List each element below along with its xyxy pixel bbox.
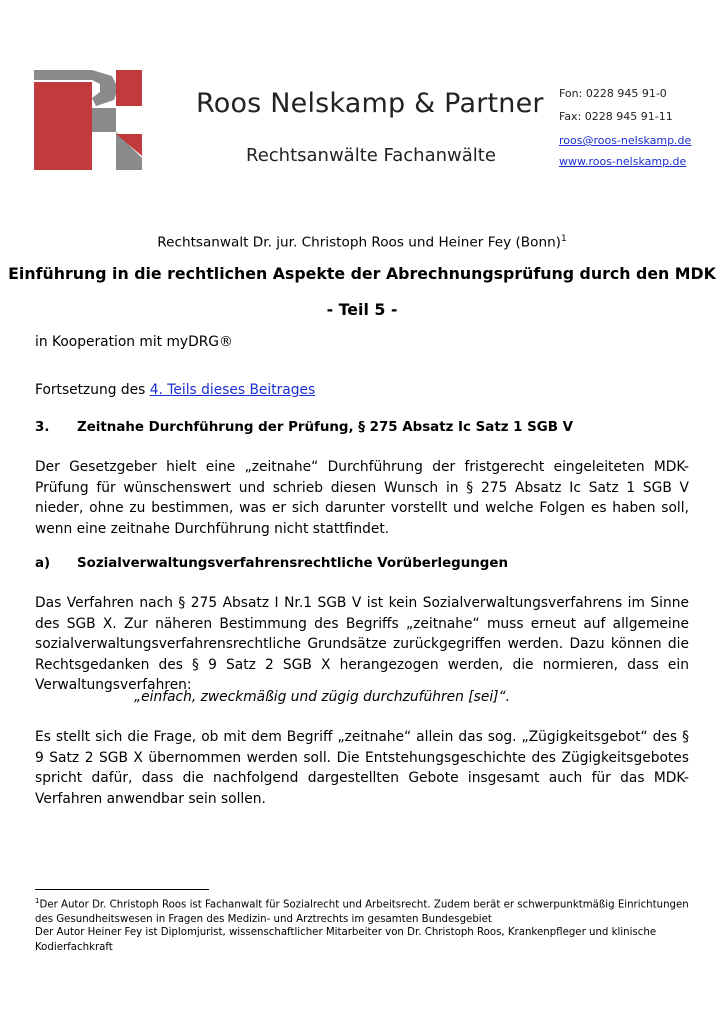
footnote-1 <box>35 894 689 927</box>
section-3-heading <box>35 420 573 435</box>
article-authors <box>0 234 724 251</box>
paragraph: Das Verfahren nach § 275 Absatz I Nr.1 SGB V ist kein Sozialverwaltungsverfahrens im Sinne des SGB X. Zur näheren Bestimmung des Begriffs „zeitnahe“ muss erneut auf allgemeine sozialverwaltungsverfahrensrechtliche Grundsätze zurückgegriffen werden. Dazu können die Rechtsgedanken des § 9 Satz 2 SGB X herangezogen werden, die normieren, dass ein Verwaltungsverfahren: <box>35 595 689 693</box>
phone-number: Fon: 0228 945 91-0 <box>559 87 667 100</box>
email-link[interactable]: roos@roos-nelskamp.de <box>559 134 692 147</box>
section-title: Sozialverwaltungsverfahrensrechtliche Vorüberlegungen <box>77 556 508 571</box>
firm-name: Roos Nelskamp & Partner <box>196 88 544 119</box>
authors-text: Rechtsanwalt Dr. jur. Christoph Roos und Heiner Fey (Bonn) <box>157 234 561 251</box>
logo-red-left <box>34 82 92 170</box>
firm-logo <box>34 70 142 170</box>
section-number: a) <box>35 556 51 571</box>
footnote-text: Der Autor Dr. Christoph Roos ist Fachanwalt für Sozialrecht und Arbeitsrecht. Zudem berät er schwerpunktmäßig Einrichtungen des Gesundheitswesen in Fragen des Medizin- und Arztrechts im gesamten Bundesgebiet <box>35 899 689 925</box>
footnote-separator <box>35 889 209 890</box>
continuation-prefix: Fortsetzung des <box>35 382 150 398</box>
block-quote: „einfach, zweckmäßig und zügig durchzuführen [sei]“. <box>134 689 511 705</box>
article-title: Einführung in die rechtlichen Aspekte der Abrechnungsprüfung durch den MDK <box>8 264 716 283</box>
logo-grey-shape <box>34 70 92 80</box>
logo-red-top-right <box>116 70 142 106</box>
previous-part-link[interactable]: 4. Teils dieses Beitrages <box>149 382 316 398</box>
continuation-line <box>35 380 689 401</box>
section-title: Zeitnahe Durchführung der Prüfung, § 275 Absatz Ic Satz 1 SGB V <box>77 420 574 435</box>
section-number: 3. <box>35 420 50 435</box>
section-a-heading <box>35 556 508 571</box>
article-part: - Teil 5 - <box>326 300 398 319</box>
cooperation-note: in Kooperation mit myDRG® <box>35 334 233 350</box>
fax-number: Fax: 0228 945 91-11 <box>559 110 673 123</box>
paragraph: Der Gesetzgeber hielt eine „zeitnahe“ Durchführung der fristgerecht eingeleiteten MDK-Prüfung für wünschenswert und schrieb diesen Wunsch in § 275 Absatz Ic Satz 1 SGB V nieder, ohne zu bestimmen, was er sich darunter vorstellt und welche Folgen es haben soll, wenn eine zeitnahe Durchführung nicht stattfindet. <box>35 459 689 537</box>
footnote-mark: 1 <box>35 897 40 905</box>
logo-grey-curve <box>92 70 118 106</box>
paragraph: Es stellt sich die Frage, ob mit dem Begriff „zeitnahe“ allein das sog. „Zügigkeitsgebot“ des § 9 Satz 2 SGB X übernommen werden soll. Die Entstehungsgeschichte des Zügigkeitsgebotes spricht dafür, dass die nachfolgend dargestellten Gebote insgesamt auch für das MDK-Verfahren anwendbar sein sollen. <box>35 729 689 807</box>
authors-footnote-mark: 1 <box>560 234 567 244</box>
footnote-2: Der Autor Heiner Fey ist Diplomjurist, wissenschaftlicher Mitarbeiter von Dr. Christoph Roos, Krankenpfleger und klinische Kodierfachkraft <box>35 927 657 953</box>
website-link[interactable]: www.roos-nelskamp.de <box>559 155 687 168</box>
firm-subtitle: Rechtsanwälte Fachanwälte <box>246 145 496 166</box>
